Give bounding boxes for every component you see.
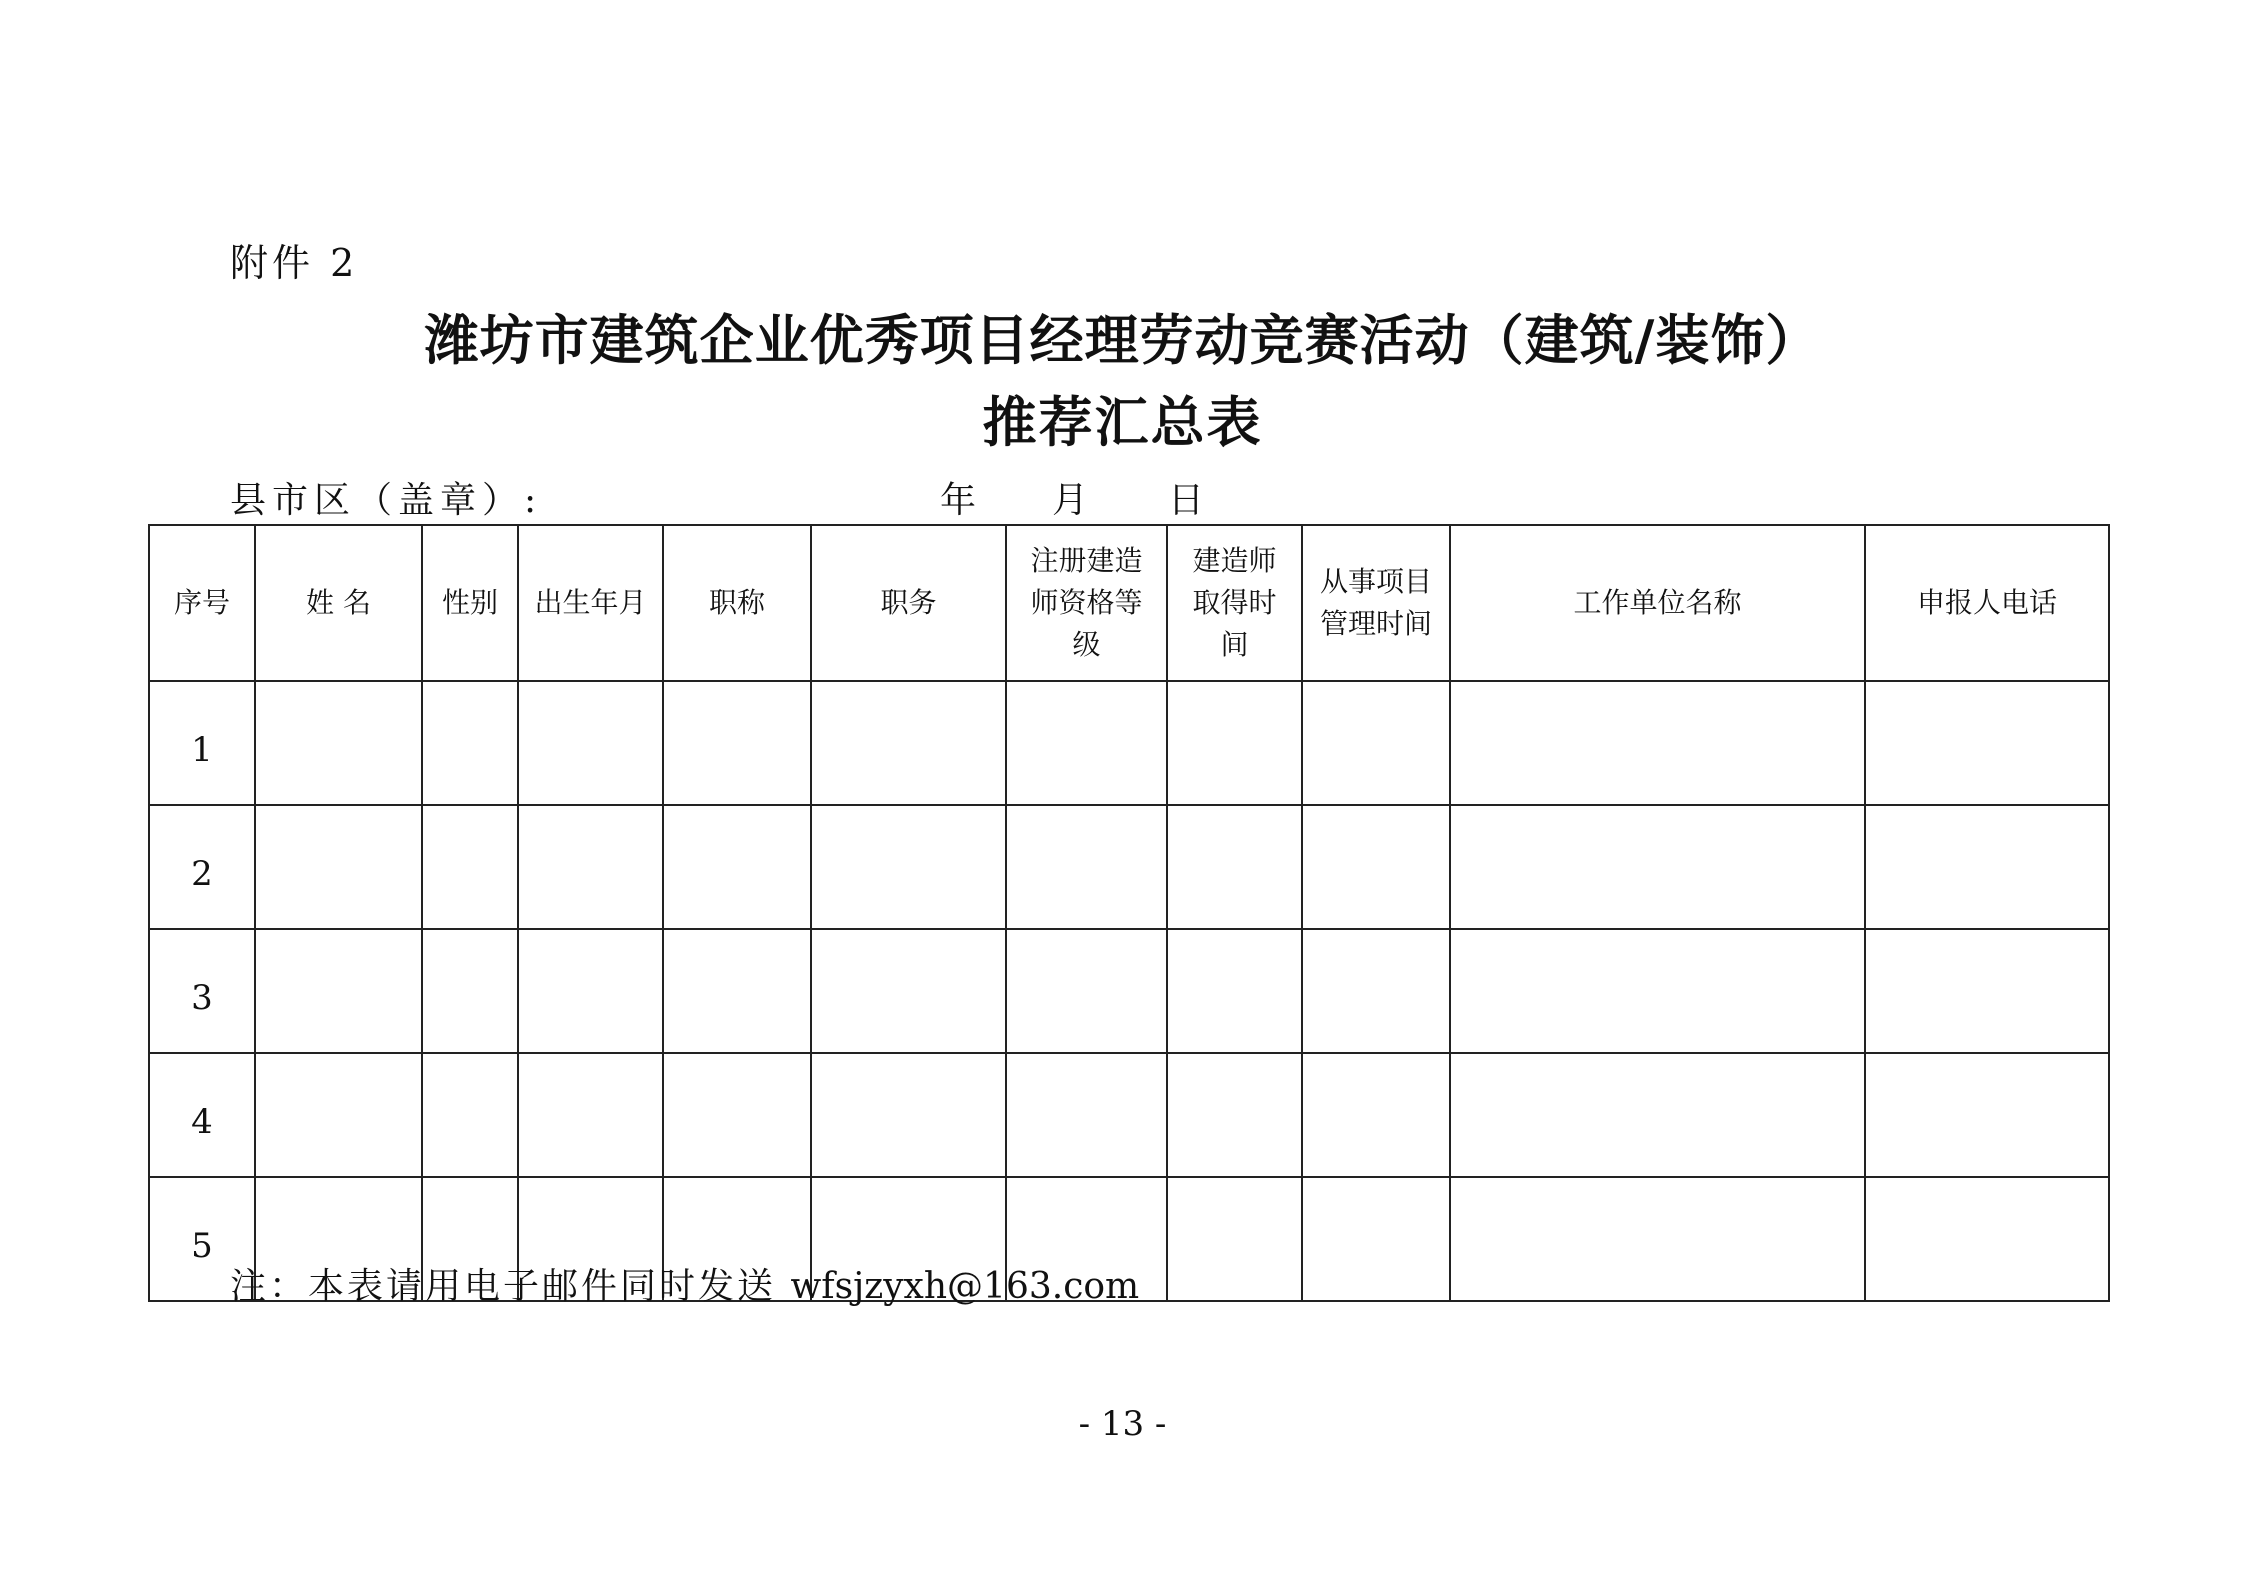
col-header-company: 工作单位名称 xyxy=(1450,525,1865,681)
col-header-birth: 出生年月 xyxy=(518,525,663,681)
table-row xyxy=(149,1053,2109,1177)
date-day-label: 日 xyxy=(1168,480,1205,521)
row-index: 5 xyxy=(149,1177,255,1301)
col-header-title: 职称 xyxy=(663,525,811,681)
date-year-label: 年 xyxy=(940,480,977,521)
row-index: 4 xyxy=(149,1053,255,1177)
document-subtitle: 推荐汇总表 xyxy=(982,390,1263,454)
col-header-position: 职务 xyxy=(811,525,1006,681)
date-month-label: 月 xyxy=(1052,480,1089,521)
county-seal-label: 县市区（盖章）: xyxy=(230,480,543,521)
col-header-index: 序号 xyxy=(149,525,255,681)
col-header-name: 姓 名 xyxy=(255,525,422,681)
page-number: - 13 - xyxy=(1078,1404,1167,1444)
table-row xyxy=(149,681,2109,805)
table-header-row xyxy=(149,525,2109,681)
document-title: 潍坊市建筑企业优秀项目经理劳动竞赛活动（建筑/装饰） xyxy=(424,308,1821,372)
col-header-constructor-date: 建造师取得时间 xyxy=(1167,525,1302,681)
footnote-text: 注：本表请用电子邮件同时发送 xyxy=(230,1266,777,1307)
table-row xyxy=(149,929,2109,1053)
col-header-phone: 申报人电话 xyxy=(1865,525,2109,681)
col-header-pm-years: 从事项目管理时间 xyxy=(1302,525,1450,681)
col-header-constructor-level: 注册建造师资格等级 xyxy=(1006,525,1167,681)
row-index: 3 xyxy=(149,929,255,1053)
attachment-label: 附件 2 xyxy=(230,241,359,285)
table-row xyxy=(149,805,2109,929)
footnote xyxy=(230,1258,1139,1309)
row-index: 1 xyxy=(149,681,255,805)
recommendation-table xyxy=(148,524,2110,1302)
contact-email: wfsjzyxh@163.com xyxy=(790,1266,1140,1307)
row-index: 2 xyxy=(149,805,255,929)
col-header-gender: 性别 xyxy=(422,525,518,681)
